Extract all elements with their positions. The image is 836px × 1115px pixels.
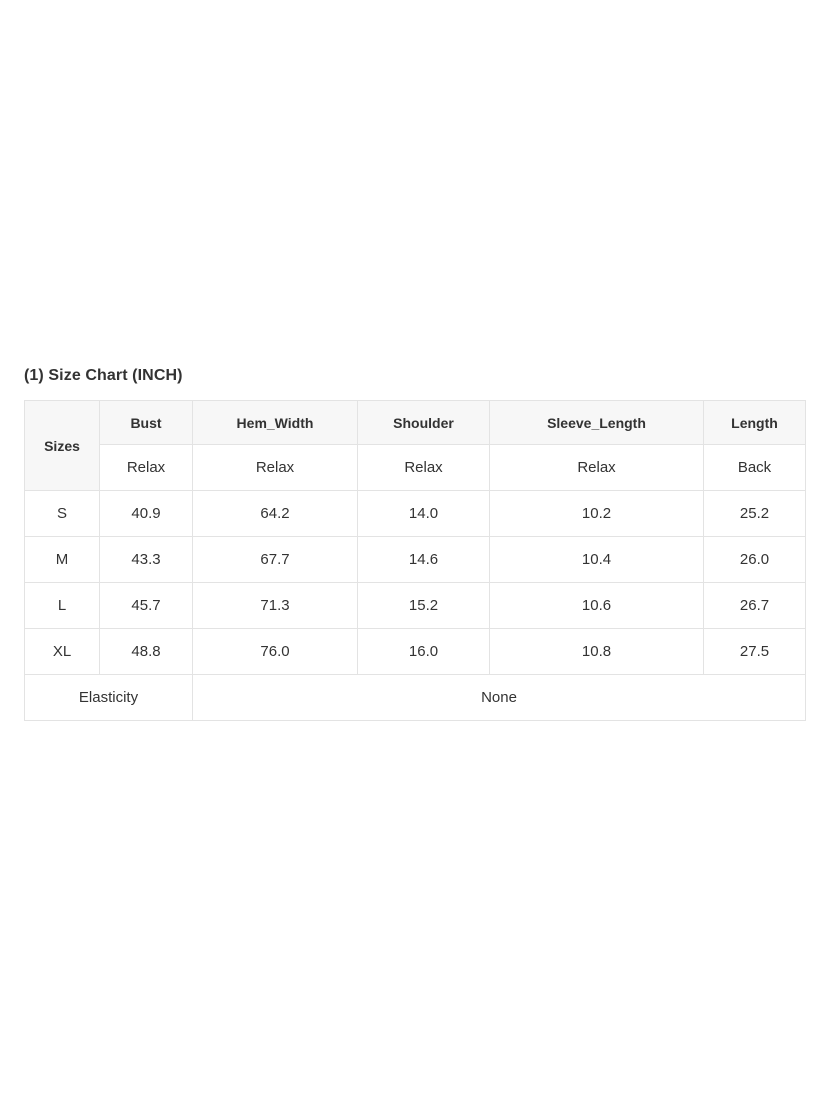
size-label: S	[25, 491, 100, 537]
fit-type-sleeve-length: Relax	[490, 445, 704, 491]
value-sleeve-length: 10.4	[490, 537, 704, 583]
value-length: 26.7	[704, 583, 806, 629]
fit-type-hem-width: Relax	[193, 445, 358, 491]
value-sleeve-length: 10.8	[490, 629, 704, 675]
header-cell-hem-width: Hem_Width	[193, 401, 358, 445]
value-hem-width: 64.2	[193, 491, 358, 537]
value-hem-width: 76.0	[193, 629, 358, 675]
value-length: 27.5	[704, 629, 806, 675]
fit-type-length: Back	[704, 445, 806, 491]
value-hem-width: 71.3	[193, 583, 358, 629]
size-chart-title: (1) Size Chart (INCH)	[24, 367, 183, 384]
table-row-size-s	[25, 491, 806, 537]
size-label: L	[25, 583, 100, 629]
value-bust: 40.9	[100, 491, 193, 537]
header-row-fit-type	[25, 445, 806, 491]
header-row-measurements	[25, 401, 806, 445]
value-shoulder: 16.0	[358, 629, 490, 675]
header-cell-length: Length	[704, 401, 806, 445]
value-bust: 45.7	[100, 583, 193, 629]
header-cell-sleeve-length: Sleeve_Length	[490, 401, 704, 445]
table-row-size-m	[25, 537, 806, 583]
value-bust: 48.8	[100, 629, 193, 675]
fit-type-shoulder: Relax	[358, 445, 490, 491]
size-label: M	[25, 537, 100, 583]
value-sleeve-length: 10.6	[490, 583, 704, 629]
elasticity-value: None	[193, 675, 806, 721]
header-cell-bust: Bust	[100, 401, 193, 445]
size-chart-table	[24, 400, 806, 721]
value-length: 26.0	[704, 537, 806, 583]
header-cell-sizes: Sizes	[25, 401, 100, 491]
value-bust: 43.3	[100, 537, 193, 583]
table-row-size-l	[25, 583, 806, 629]
value-length: 25.2	[704, 491, 806, 537]
size-label: XL	[25, 629, 100, 675]
value-sleeve-length: 10.2	[490, 491, 704, 537]
fit-type-bust: Relax	[100, 445, 193, 491]
value-shoulder: 15.2	[358, 583, 490, 629]
elasticity-label: Elasticity	[25, 675, 193, 721]
table-row-size-xl	[25, 629, 806, 675]
value-shoulder: 14.0	[358, 491, 490, 537]
value-hem-width: 67.7	[193, 537, 358, 583]
value-shoulder: 14.6	[358, 537, 490, 583]
elasticity-row	[25, 675, 806, 721]
header-cell-shoulder: Shoulder	[358, 401, 490, 445]
